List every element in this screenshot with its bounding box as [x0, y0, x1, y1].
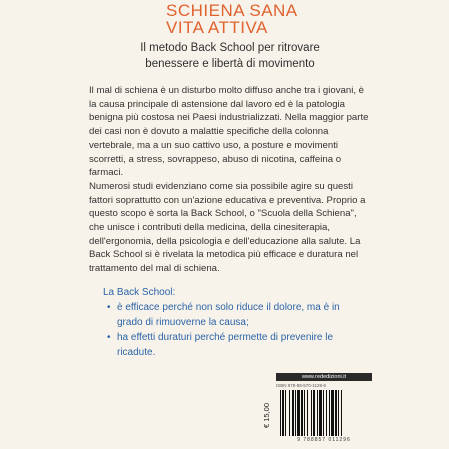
description-paragraph-1: Il mal di schiena è un disturbo molto diffuso anche tra i giovani, è la causa principale di astensione dal lavoro ed è la patologia benigna più costosa nei Paesi industrializzati. Nella maggior parte dei casi non è dovuto a malattie specifiche della colonna vertebrale, ma a un suo cattivo uso, a posture e movimenti scorretti, a stress, sovrappeso, abuso di nicotina, caffeina o farmaci. [89, 85, 369, 179]
price-label: € 15,00 [262, 402, 271, 428]
benefit-item-2: • ha effetti duraturi perché permette di prevenire le ricadute. [117, 330, 365, 360]
subtitle [130, 40, 330, 72]
isbn-label: ISBN 978-88-570-1129-6 [276, 383, 326, 388]
title-line-2: VITA ATTIVA [166, 18, 268, 37]
benefits-list [103, 285, 365, 360]
description-text [89, 84, 371, 276]
publisher-website: www.rededizioni.it [276, 373, 372, 381]
benefit-item-1: • è efficace perché non solo riduce il dolore, ma è in grado di rimuoverne la causa; [117, 300, 365, 330]
benefits-lead: La Back School: [103, 287, 176, 298]
title-line-1: SCHIENA SANA [166, 1, 298, 20]
subtitle-line-1: Il metodo Back School per ritrovare [140, 42, 320, 54]
barcode-number: 9 788857 011296 [297, 437, 351, 443]
benefits-items [103, 300, 365, 360]
subtitle-line-2: benessere e libertà di movimento [145, 58, 315, 70]
barcode-block [262, 373, 374, 447]
description-paragraph-2: Numerosi studi evidenziano come sia possibile agire su questi fattori soprattutto con un'azione educativa e preventiva. Proprio a questo scopo è sorta la Back School, o "Scuola della Schiena", che unisce i contributi della medicina, della cinesiterapia, dell'ergonomia, della psicologia e dell'educazione alla salute. La Back School si è rivelata la metodica più efficace e duratura nel trattamento del mal di schiena. [89, 180, 366, 275]
barcode-icon [278, 390, 370, 436]
